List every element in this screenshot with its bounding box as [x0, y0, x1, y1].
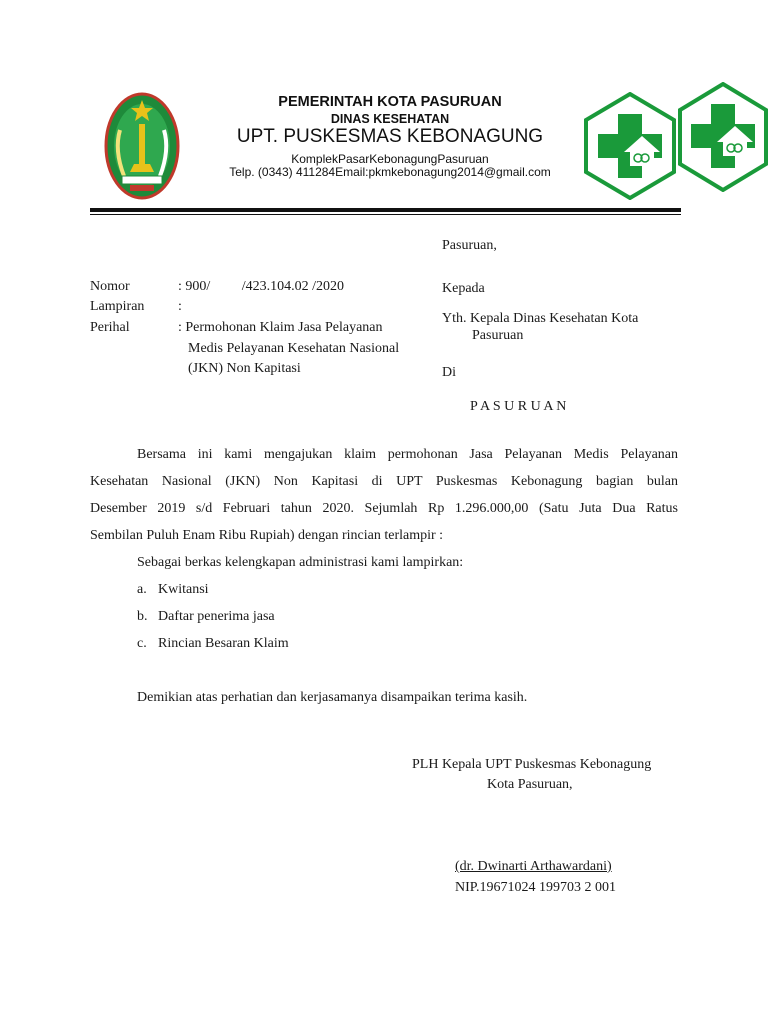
meta-label-perihal: Perihal	[90, 320, 130, 335]
recipient-name-cont: Pasuruan	[472, 328, 524, 343]
header-department: DINAS KESEHATAN	[330, 112, 450, 126]
place-date: Pasuruan,	[442, 238, 497, 253]
meta-value-perihal: : Permohonan Klaim Jasa Pelayanan	[178, 320, 383, 335]
header-address: KomplekPasarKebonagungPasuruan	[291, 152, 489, 166]
signature-city: Kota Pasuruan,	[487, 777, 573, 792]
signature-title: PLH Kepala UPT Puskesmas Kebonagung	[412, 757, 652, 772]
header-contact: Telp. (0343) 411284Email:pkmkebonagung2014@gmail.com	[229, 165, 551, 179]
header-unit: UPT. PUSKESMAS KEBONAGUNG	[236, 126, 544, 147]
recipient-name: Yth. Kepala Dinas Kesehatan Kota	[442, 311, 639, 326]
recipient-to: Kepada	[442, 281, 485, 296]
signature-name: (dr. Dwinarti Arthawardani)	[455, 859, 612, 874]
body-line: Bersama ini kami mengajukan klaim permohonan Jasa Pelayanan Medis Pelayanan	[137, 447, 678, 462]
city-emblem-logo	[104, 90, 180, 202]
list-item: Daftar penerima jasa	[158, 609, 275, 624]
list-marker: c.	[137, 636, 147, 651]
subject-line: (JKN) Non Kapitasi	[188, 361, 301, 376]
header-rule-thick	[90, 208, 681, 212]
list-item: Rincian Besaran Klaim	[158, 636, 289, 651]
list-marker: b.	[137, 609, 148, 624]
meta-value-lampiran: :	[178, 299, 182, 314]
subject-line: Medis Pelayanan Kesehatan Nasional	[188, 341, 400, 356]
list-marker: a.	[137, 582, 147, 597]
recipient-city: P A S U R U A N	[470, 399, 567, 414]
meta-label-nomor: Nomor	[90, 279, 130, 294]
puskesmas-logo-icon-2	[678, 82, 768, 192]
body-line: Desember 2019 s/d Februari tahun 2020. Sejumlah Rp 1.296.000,00 (Satu Juta Dua Ratus	[90, 501, 678, 516]
attachments-intro: Sebagai berkas kelengkapan administrasi kami lampirkan:	[137, 555, 464, 570]
recipient-at: Di	[442, 365, 456, 380]
header-rule-thin	[90, 214, 681, 215]
body-line: Kesehatan Nasional (JKN) Non Kapitasi di UPT Puskesmas Kebonagung bagian bulan	[90, 474, 678, 489]
header-government: PEMERINTAH KOTA PASURUAN	[278, 94, 502, 110]
list-item: Kwitansi	[158, 582, 209, 597]
meta-label-lampiran: Lampiran	[90, 299, 145, 314]
signature-nip: NIP.19671024 199703 2 001	[455, 880, 617, 895]
closing-text: Demikian atas perhatian dan kerjasamanya disampaikan terima kasih.	[137, 690, 528, 705]
meta-value-nomor: : 900/ /423.104.02 /2020	[178, 279, 345, 294]
body-line: Sembilan Puluh Enam Ribu Rupiah) dengan rincian terlampir :	[90, 528, 444, 543]
